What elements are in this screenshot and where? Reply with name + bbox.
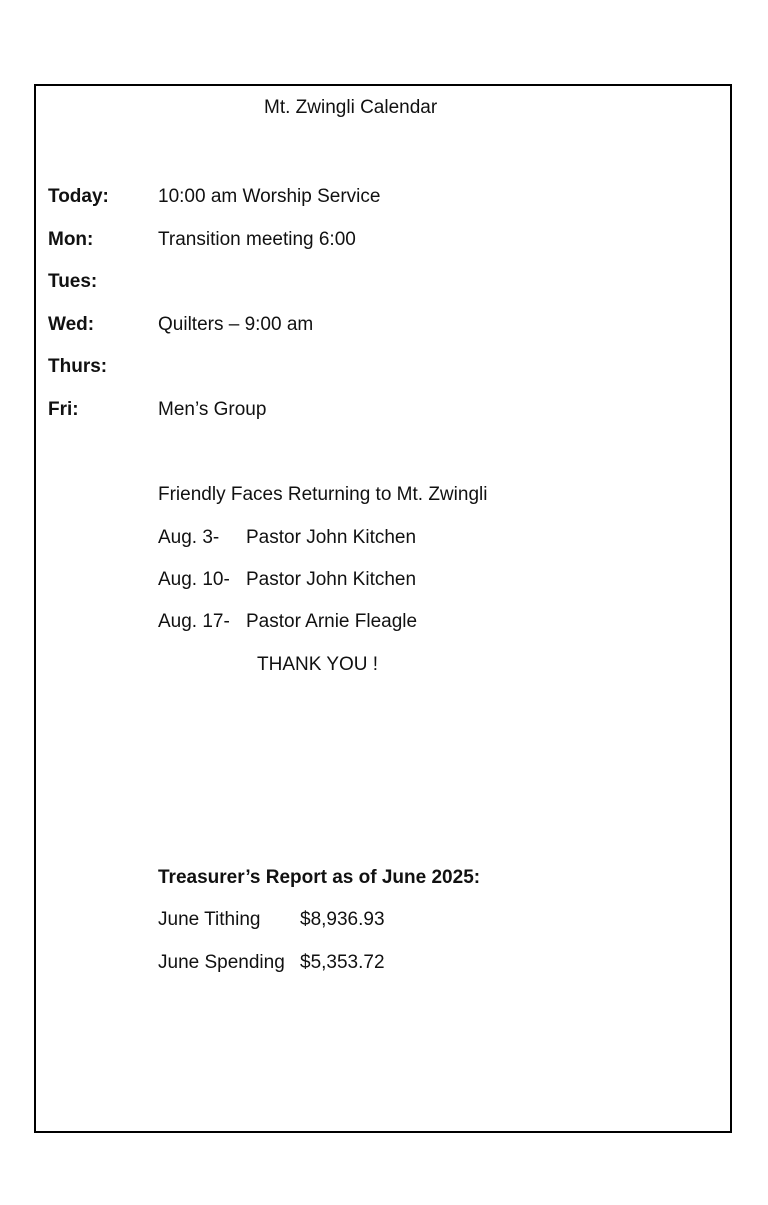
event-wed: Quilters – 9:00 am	[158, 314, 314, 335]
guest-name: Pastor John Kitchen	[246, 527, 417, 548]
event-mon: Transition meeting 6:00	[158, 229, 356, 250]
thank-you-text: THANK YOU !	[257, 654, 379, 675]
calendar-title: Mt. Zwingli Calendar	[264, 97, 438, 118]
day-label-today: Today:	[48, 186, 109, 207]
guest-date: Aug. 3-	[158, 527, 220, 548]
treasurer-heading: Treasurer’s Report as of June 2025:	[158, 867, 481, 888]
day-label-thurs: Thurs:	[48, 356, 108, 377]
guest-heading: Friendly Faces Returning to Mt. Zwingli	[158, 484, 488, 505]
guest-date: Aug. 10-	[158, 569, 230, 590]
event-fri: Men’s Group	[158, 399, 267, 420]
spending-label: June Spending	[158, 952, 285, 973]
guest-date: Aug. 17-	[158, 611, 230, 632]
spending-value: $5,353.72	[300, 952, 385, 973]
event-today: 10:00 am Worship Service	[158, 186, 381, 207]
day-label-fri: Fri:	[48, 399, 79, 420]
day-label-wed: Wed:	[48, 314, 95, 335]
guest-name: Pastor Arnie Fleagle	[246, 611, 418, 632]
bulletin-frame	[34, 84, 732, 1133]
day-label-tues: Tues:	[48, 271, 98, 292]
guest-name: Pastor John Kitchen	[246, 569, 417, 590]
day-label-mon: Mon:	[48, 229, 94, 250]
tithing-label: June Tithing	[158, 909, 261, 930]
tithing-value: $8,936.93	[300, 909, 385, 930]
